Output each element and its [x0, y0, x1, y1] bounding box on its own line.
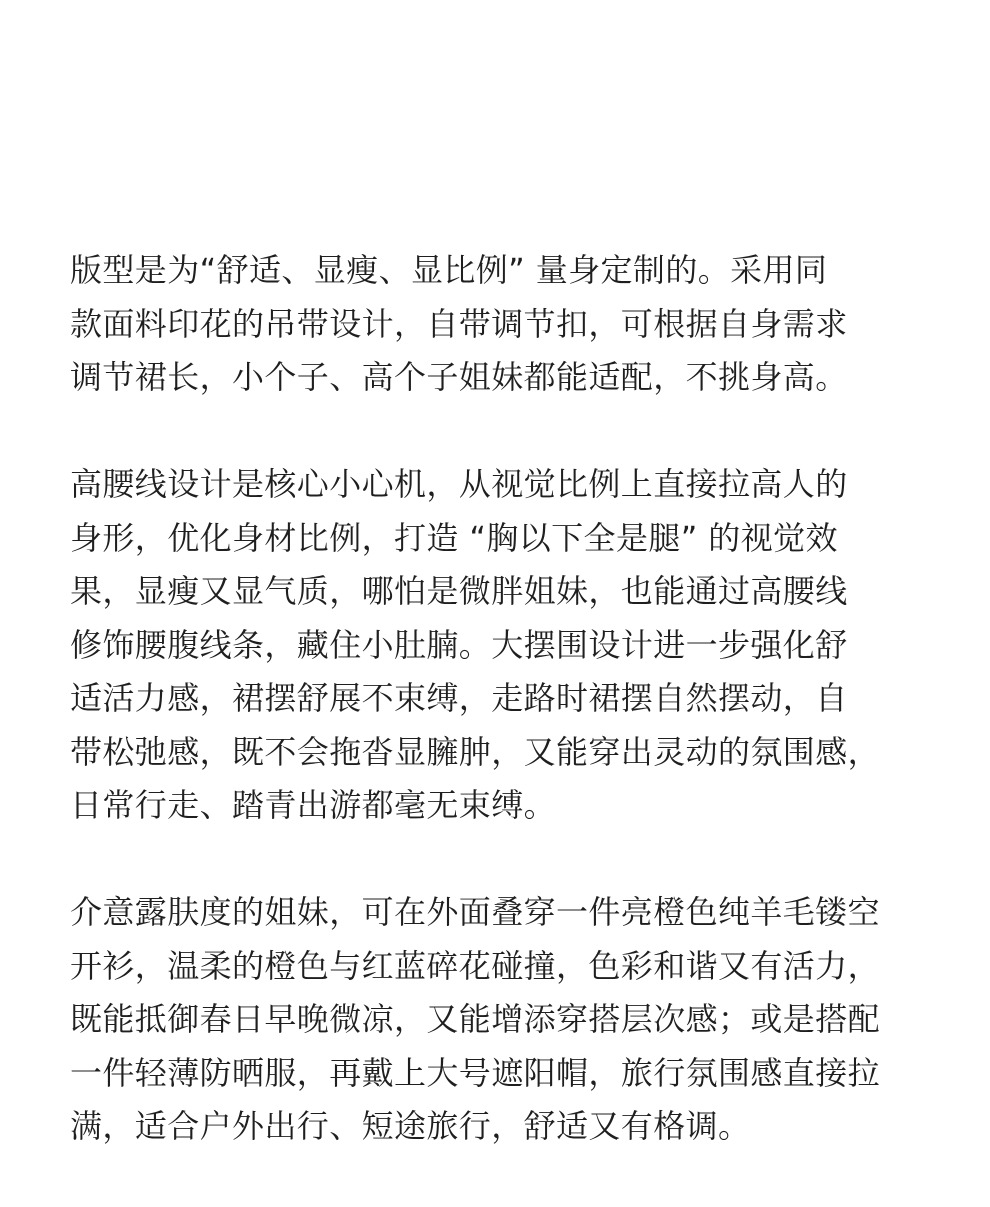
text-line: 满，适合户外出行、短途旅行，舒适又有格调。 — [70, 1107, 751, 1145]
paragraph-styling — [70, 886, 930, 1154]
text-line: 高腰线设计是核心小心机，从视觉比例上直接拉高人的 — [70, 465, 848, 503]
text-line: 调节裙长，小个子、高个子姐妹都能适配，不挑身高。 — [70, 358, 848, 396]
article-body — [70, 244, 930, 1207]
text-line: 介意露肤度的姐妹，可在外面叠穿一件亮橙色纯羊毛镂空 — [70, 893, 881, 931]
text-line: 版型是为“舒适、显瘦、显比例” 量身定制的。采用同 — [70, 251, 828, 289]
paragraph-fit — [70, 244, 930, 405]
text-line: 身形，优化身材比例，打造 “胸以下全是腿” 的视觉效 — [70, 518, 838, 557]
text-line: 果，显瘦又显气质，哪怕是微胖姐妹，也能通过高腰线 — [70, 572, 848, 610]
paragraph-waistline — [70, 458, 930, 833]
text-line: 一件轻薄防晒服，再戴上大号遮阳帽，旅行氛围感直接拉 — [70, 1053, 881, 1092]
text-line: 款面料印花的吊带设计，自带调节扣，可根据自身需求 — [70, 304, 848, 343]
text-line: 修饰腰腹线条，藏住小肚腩。大摆围设计进一步强化舒 — [70, 625, 848, 664]
text-line: 既能抵御春日早晚微凉，又能增添穿搭层次感；或是搭配 — [70, 1000, 881, 1038]
text-line: 带松弛感，既不会拖沓显臃肿，又能穿出灵动的氛围感， — [70, 732, 881, 771]
text-line: 适活力感，裙摆舒展不束缚，走路时裙摆自然摆动，自 — [70, 679, 848, 717]
text-line: 日常行走、踏青出游都毫无束缚。 — [70, 786, 557, 824]
text-line: 开衫，温柔的橙色与红蓝碎花碰撞，色彩和谐又有活力， — [70, 946, 881, 985]
